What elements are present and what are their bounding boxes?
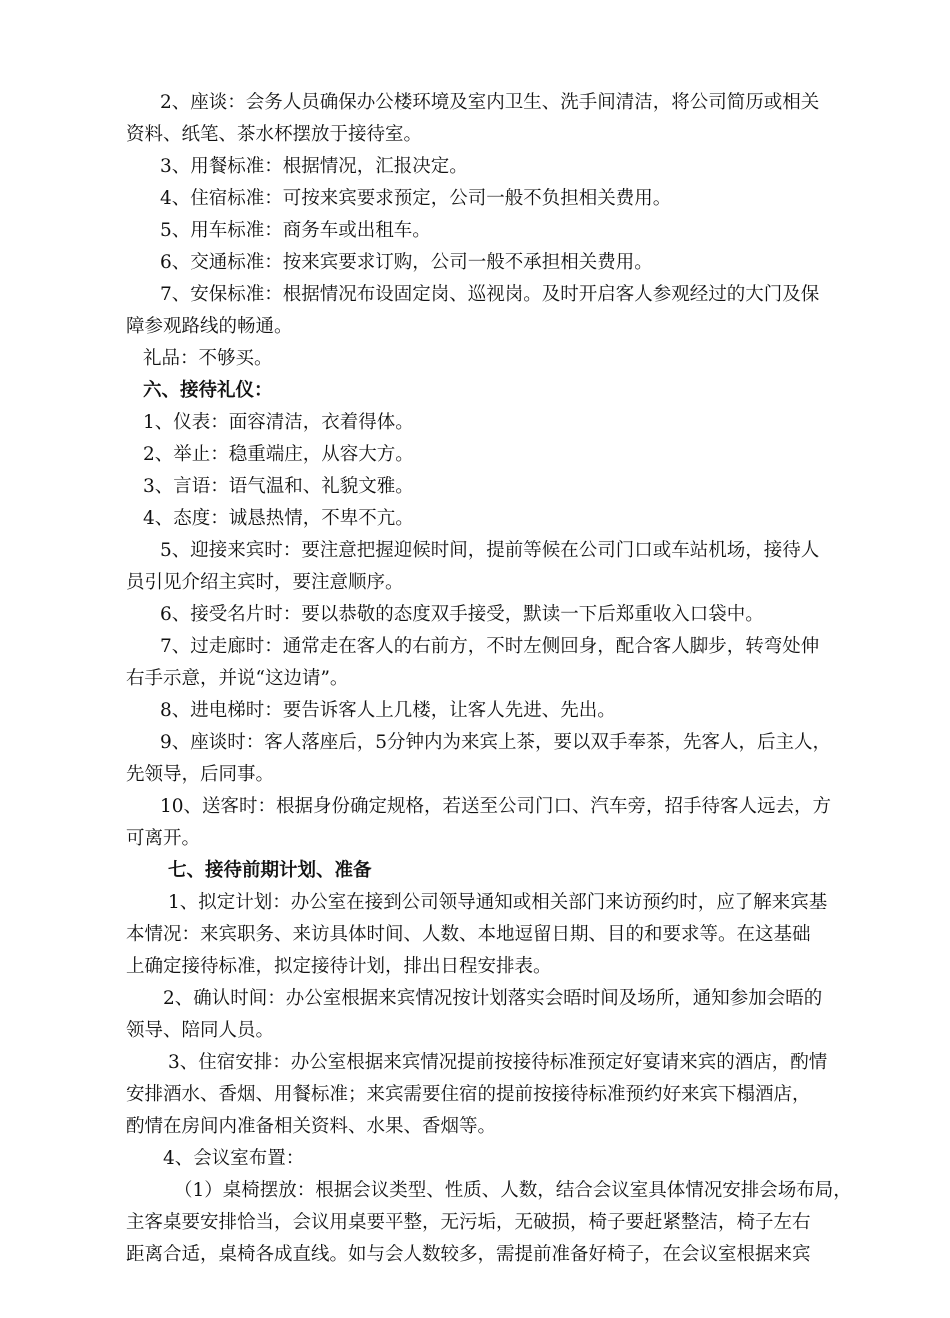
- section-heading: 七、接待前期计划、准备: [168, 860, 372, 881]
- text-line: 距离合适，桌椅各成直线。如与会人数较多，需提前准备好椅子，在会议室根据来宾: [126, 1244, 811, 1265]
- text-line: 6、交通标准：按来宾要求订购，公司一般不承担相关费用。: [160, 252, 653, 273]
- text-line: （1）桌椅摆放：根据会议类型、性质、人数，结合会议室具体情况安排会场布局，: [174, 1180, 852, 1201]
- text-line: 10、送客时：根据身份确定规格，若送至公司门口、汽车旁，招手待客人远去，方: [160, 796, 832, 817]
- text-line: 障参观路线的畅通。: [126, 316, 293, 337]
- text-line: 5、用车标准：商务车或出租车。: [160, 220, 431, 241]
- text-line: 5、迎接来宾时：要注意把握迎候时间，提前等候在公司门口或车站机场，接待人: [160, 540, 820, 561]
- text-line: 2、确认时间：办公室根据来宾情况按计划落实会晤时间及场所，通知参加会晤的: [163, 988, 823, 1009]
- text-line: 本情况：来宾职务、来访具体时间、人数、本地逗留日期、目的和要求等。在这基础: [126, 924, 811, 945]
- text-line: 主客桌要安排恰当，会议用桌要平整，无污垢，无破损，椅子要赶紧整洁，椅子左右: [126, 1212, 811, 1233]
- text-line: 4、住宿标准：可按来宾要求预定，公司一般不负担相关费用。: [160, 188, 672, 209]
- text-line: 领导、陪同人员。: [126, 1020, 275, 1041]
- text-line: 4、态度：诚恳热情，不卑不亢。: [143, 508, 414, 529]
- text-line: 资料、纸笔、茶水杯摆放于接待室。: [126, 124, 423, 145]
- text-line: 酌情在房间内准备相关资料、水果、香烟等。: [126, 1116, 497, 1137]
- text-line: 上确定接待标准，拟定接待计划，排出日程安排表。: [126, 956, 552, 977]
- text-line: 1、拟定计划：办公室在接到公司领导通知或相关部门来访预约时，应了解来宾基: [168, 892, 828, 913]
- text-line: 先领导，后同事。: [126, 764, 275, 785]
- text-line: 1、仪表：面容清洁，衣着得体。: [143, 412, 414, 433]
- text-line: 2、举止：稳重端庄，从容大方。: [143, 444, 414, 465]
- text-line: 礼品：不够买。: [143, 348, 273, 369]
- text-line: 3、言语：语气温和、礼貌文雅。: [143, 476, 414, 497]
- text-line: 8、进电梯时：要告诉客人上几楼，让客人先进、先出。: [160, 700, 616, 721]
- text-line: 4、会议室布置：: [163, 1148, 305, 1169]
- text-line: 3、住宿安排：办公室根据来宾情况提前按接待标准预定好宴请来宾的酒店，酌情: [168, 1052, 828, 1073]
- text-line: 7、安保标准：根据情况布设固定岗、巡视岗。及时开启客人参观经过的大门及保: [160, 284, 820, 305]
- text-line: 6、接受名片时：要以恭敬的态度双手接受，默读一下后郑重收入口袋中。: [160, 604, 764, 625]
- text-line: 安排酒水、香烟、用餐标准；来宾需要住宿的提前按接待标准预约好来宾下榻酒店，: [126, 1084, 811, 1105]
- text-line: 9、座谈时：客人落座后，5分钟内为来宾上茶，要以双手奉茶，先客人，后主人，: [160, 732, 832, 753]
- section-heading: 六、接待礼仪：: [143, 380, 273, 401]
- text-line: 7、过走廊时：通常走在客人的右前方，不时左侧回身，配合客人脚步，转弯处伸: [160, 636, 820, 657]
- text-line: 可离开。: [126, 828, 201, 849]
- text-line: 3、用餐标准：根据情况，汇报决定。: [160, 156, 468, 177]
- text-line: 2、座谈：会务人员确保办公楼环境及室内卫生、洗手间清洁，将公司简历或相关: [160, 92, 820, 113]
- text-line: 员引见介绍主宾时，要注意顺序。: [126, 572, 404, 593]
- text-line: 右手示意，并说“这边请”。: [126, 668, 349, 689]
